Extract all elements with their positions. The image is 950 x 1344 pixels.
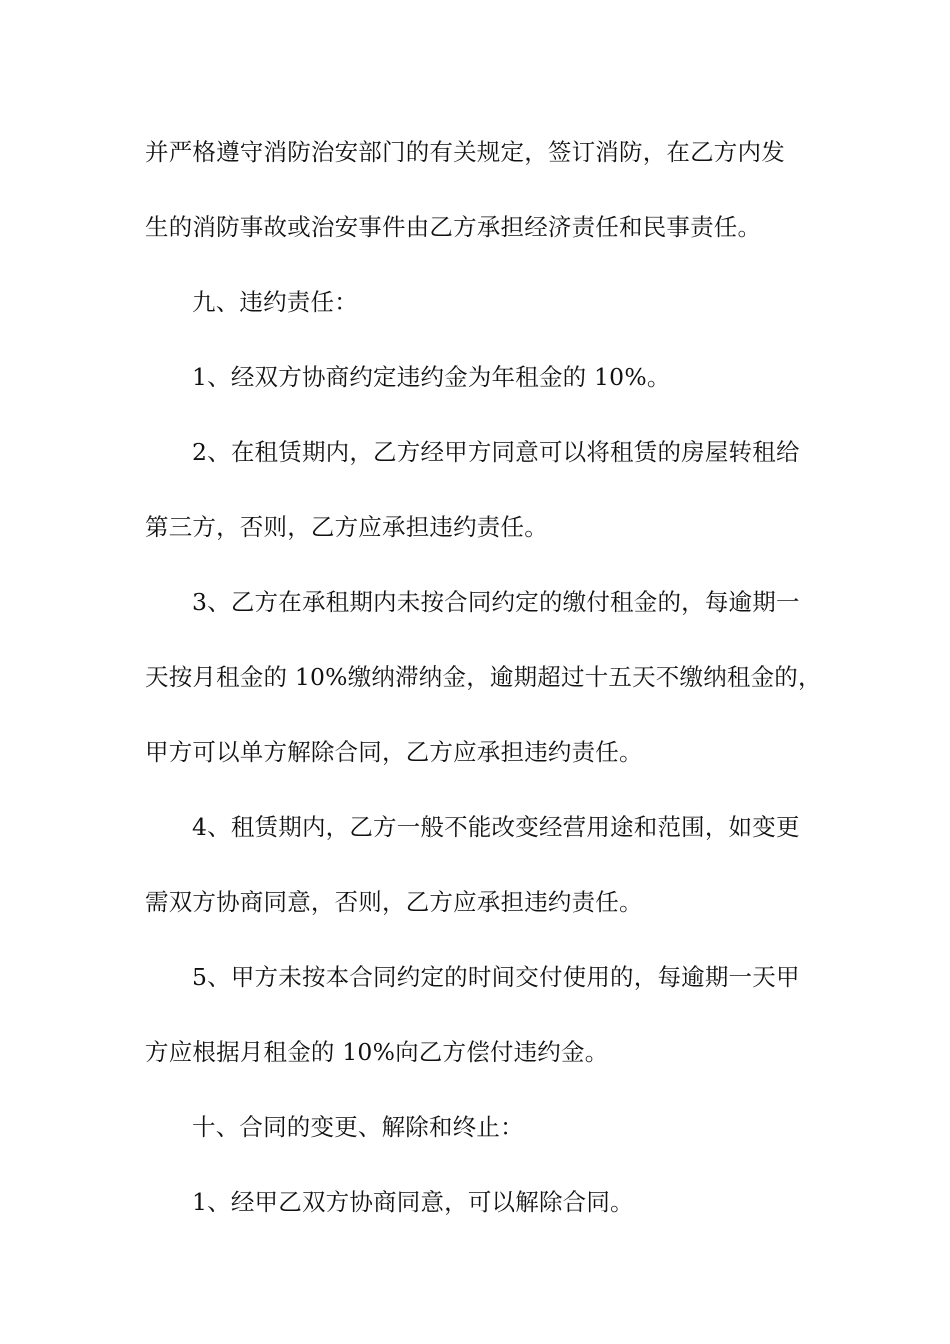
paragraph-line: 甲方可以单方解除合同，乙方应承担违约责任。 <box>145 738 643 766</box>
paragraph-line: 生的消防事故或治安事件由乙方承担经济责任和民事责任。 <box>145 213 762 241</box>
paragraph-line: 1、经双方协商约定违约金为年租金的 10%。 <box>192 363 671 391</box>
section-heading: 十、合同的变更、解除和终止： <box>192 1113 524 1141</box>
paragraph-line: 5、甲方未按本合同约定的时间交付使用的，每逾期一天甲 <box>192 963 800 991</box>
paragraph-line: 并严格遵守消防治安部门的有关规定，签订消防，在乙方内发 <box>145 138 785 166</box>
paragraph-line: 方应根据月租金的 10%向乙方偿付违约金。 <box>145 1038 609 1066</box>
paragraph-line: 2、在租赁期内，乙方经甲方同意可以将租赁的房屋转租给 <box>192 438 800 466</box>
paragraph-line: 1、经甲乙双方协商同意，可以解除合同。 <box>192 1188 634 1216</box>
section-heading: 九、违约责任： <box>192 288 358 316</box>
paragraph-line: 第三方，否则，乙方应承担违约责任。 <box>145 513 548 541</box>
paragraph-line: 天按月租金的 10%缴纳滞纳金，逾期超过十五天不缴纳租金的， <box>145 663 822 691</box>
paragraph-line: 3、乙方在承租期内未按合同约定的缴付租金的，每逾期一 <box>192 588 800 616</box>
paragraph-line: 需双方协商同意，否则，乙方应承担违约责任。 <box>145 888 643 916</box>
paragraph-line: 4、租赁期内，乙方一般不能改变经营用途和范围，如变更 <box>192 813 800 841</box>
